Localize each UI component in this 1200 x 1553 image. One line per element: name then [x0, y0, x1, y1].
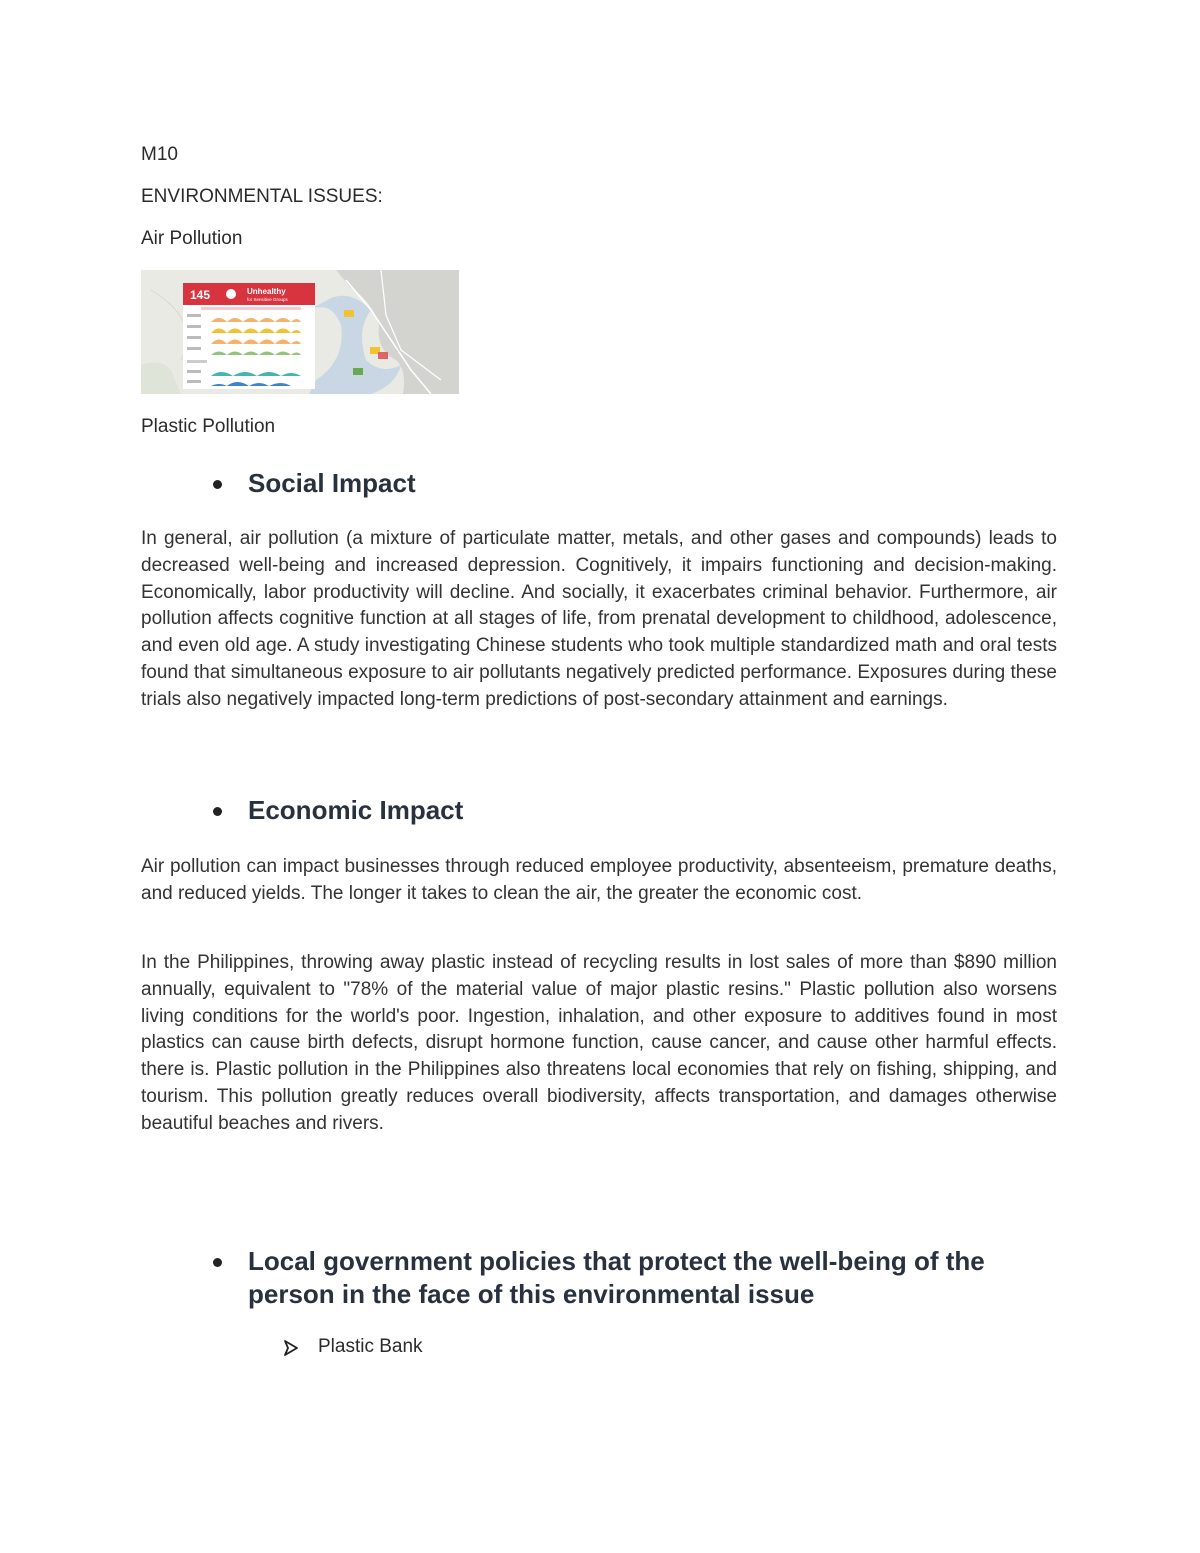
- policies-heading-line-1: Local government policies that protect the well-being of the: [248, 1246, 985, 1276]
- topic-air-pollution: Air Pollution: [141, 228, 243, 249]
- air-quality-map-graphic: [141, 270, 459, 394]
- aqi-value: 145: [190, 288, 211, 302]
- aqi-marker: [353, 368, 363, 375]
- bullet-icon: [213, 480, 222, 489]
- arrowhead-icon: [283, 1335, 299, 1364]
- topic-plastic-pollution: Plastic Pollution: [141, 416, 276, 437]
- economic-impact-paragraph-1: Air pollution can impact businesses through reduced employee productivity, absenteeism, premature deaths, and reduced yields. The longer it takes to clean the air, the greater the economic cost.: [141, 856, 1057, 904]
- aqi-marker: [378, 352, 388, 359]
- economic-impact-paragraph-2: In the Philippines, throwing away plastic instead of recycling results in lost sales of more than $890 million annually, equivalent to "78% of the material value of major plastic resins." Plastic pollution also worsens living conditions for the world's poor. Ingestion, inhalation, and other exposure to additives found in most plastics can cause birth defects, disrupt hormone function, cause cancer, and cause other harmful effects. there is. Plastic pollution in the Philippines also threatens local economies that rely on fishing, shipping, and tourism. This pollution greatly reduces overall biodiversity, affects transportation, and damages otherwise beautiful beaches and rivers.: [141, 952, 1057, 1134]
- section-title: ENVIRONMENTAL ISSUES:: [141, 186, 383, 207]
- air-quality-map-image: [141, 270, 459, 394]
- document-page: M10 ENVIRONMENTAL ISSUES: Air Pollution 145 Unhealthy for Sensitive Groups Plastic Pollution Social Impact In general, air pollution (a mixture of particulate matter, metals, and other gases and compounds) leads to decreased well-being and increased depression. Cognitively, it impairs functioning and decision-making. Economically, labor productivity will decline. And socially, it exacerbates criminal behavior. Furthermore, air pollution affects cognitive function at all stages of life, from prenatal development to childhood, adolescence, and even old age. A study investigating Chinese students who took multiple standardized math and oral tests found that simultaneous exposure to air pollutants negatively predicted performance. Exposures during these trials also negatively impacted long-term predictions of post-secondary attainment and earnings. Economic Impact Air pollution can impact businesses through reduced employee productivity, absenteeism, premature deaths, and reduced yields. The longer it takes to clean the air, the greater the economic cost. In the Philippines, throwing away plastic instead of recycling results in lost sales of more than $890 million annually, equivalent to "78% of the material value of major plastic resins." Plastic pollution also worsens living conditions for the world's poor. Ingestion, inhalation, and other exposure to additives found in most plastics can cause birth defects, disrupt hormone function, cause cancer, and cause other harmful effects. there is. Plastic pollution in the Philippines also threatens local economies that rely on fishing, shipping, and tourism. This pollution greatly reduces overall biodiversity, affects transportation, and damages otherwise beautiful beaches and rivers. Local government policies that protect the well-being of the person in the face of this environmental issue Plastic Bank: [0, 0, 1200, 1553]
- aqi-marker: [344, 310, 354, 317]
- module-label: M10: [141, 144, 178, 165]
- policy-item-plastic-bank: Plastic Bank: [318, 1336, 423, 1357]
- social-impact-paragraph: In general, air pollution (a mixture of particulate matter, metals, and other gases and compounds) leads to decreased well-being and increased depression. Cognitively, it impairs functioning and decision-making. Economically, labor productivity will decline. And socially, it exacerbates criminal behavior. Furthermore, air pollution affects cognitive function at all stages of life, from prenatal development to childhood, adolescence, and even old age. A study investigating Chinese students who took multiple standardized math and oral tests found that simultaneous exposure to air pollutants negatively predicted performance. Exposures during these trials also negatively impacted long-term predictions of post-secondary attainment and earnings.: [141, 528, 1057, 710]
- bullet-icon: [213, 807, 222, 816]
- bullet-icon: [213, 1258, 222, 1267]
- policies-heading-line-2: person in the face of this environmental issue: [248, 1279, 815, 1309]
- aqi-status-title: Unhealthy: [247, 287, 286, 296]
- aqi-status-sub: for Sensitive Groups: [247, 297, 288, 302]
